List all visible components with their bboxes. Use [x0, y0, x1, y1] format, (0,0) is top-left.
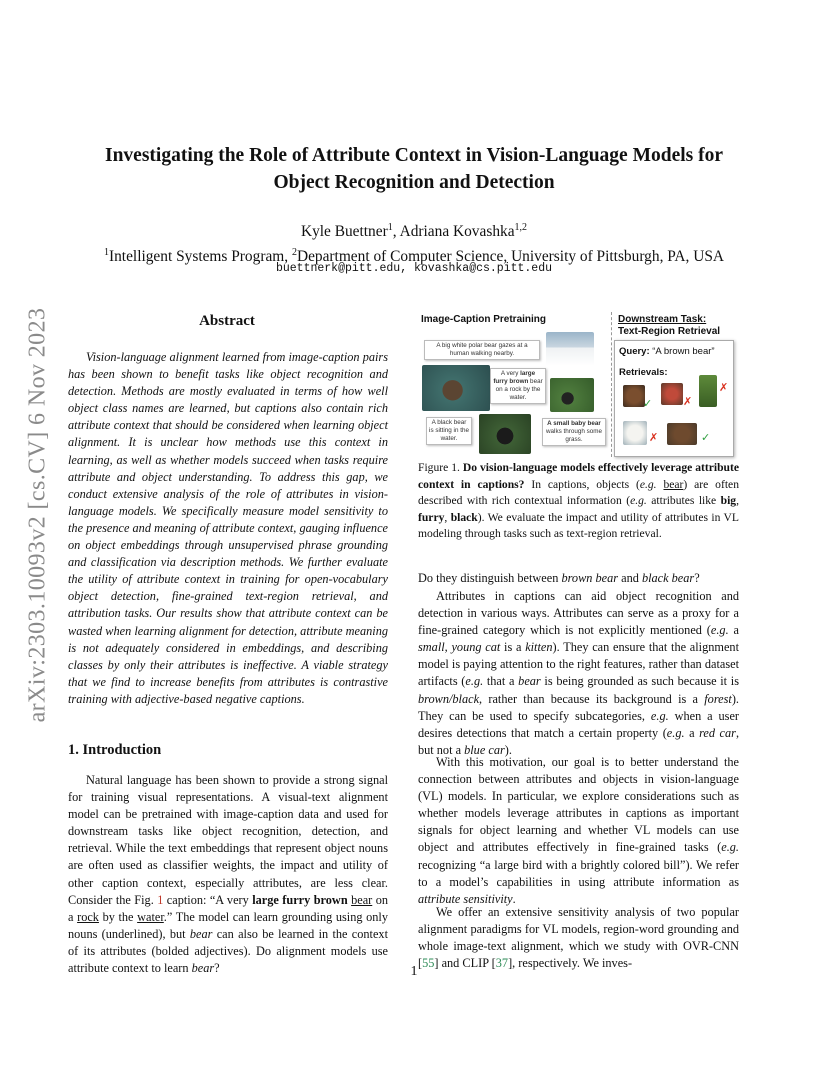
intro-italic: bear — [189, 926, 213, 941]
title-line-1: Investigating the Role of Attribute Context in Vision-Language Models for — [104, 145, 724, 166]
arxiv-identifier — [8, 290, 68, 740]
caption-bold: black — [450, 510, 478, 524]
caption-eg: e.g. — [639, 477, 657, 491]
caption-4-text: walks through some grass. — [546, 428, 602, 443]
body-text: , rather than because its background is a — [479, 691, 705, 706]
caption-bold-question: Do vision-language models effectively leverage attribute context in captions? — [418, 461, 740, 491]
author-1-sup: 1 — [387, 222, 393, 233]
caption-bold: big — [720, 494, 737, 508]
intro-text: .” The model can learn grounding using only nouns (underlined), but — [68, 909, 388, 941]
intro-text: on a — [68, 892, 388, 924]
body-text: ). They can be used to specify subcategories, — [418, 691, 739, 723]
body-italic: attribute sensitivity — [418, 891, 513, 906]
caption-box-2 — [490, 368, 546, 404]
body-text: ? — [694, 571, 700, 585]
intro-heading: 1. Introduction — [68, 742, 162, 758]
intro-text: Natural language has been shown to provide a strong signal for training visual representations. A visual-text alignment model can be pretrained with image-caption data and used for downstream tasks like object recognition, detection, and retrieval. While the text embeddings that represent object nouns are often used as classifier weights, the impact and utility of other caption context, especially attributes, are less clear. Consider the Fig. — [68, 773, 388, 907]
figure-divider — [611, 312, 612, 457]
downstream-subtitle: Text-Region Retrieval — [618, 326, 721, 337]
body-text: when a user desires detections that match a certain property ( — [418, 708, 739, 740]
body-italic: e.g. — [710, 623, 729, 638]
caption-text: attributes like — [646, 494, 721, 508]
intro-italic: bear — [191, 961, 215, 976]
right-paragraph-4 — [418, 904, 739, 972]
author-separator: , — [392, 223, 400, 241]
abstract-heading: Abstract — [199, 313, 255, 329]
author-names — [60, 217, 768, 242]
intro-underline: rock — [77, 909, 99, 924]
intro-text: caption: “A very — [163, 892, 253, 907]
body-italic: brown bear — [561, 571, 619, 585]
body-italic: e.g. — [650, 708, 669, 723]
body-italic: kitten — [525, 640, 553, 655]
caption-text: ). We evaluate the impact and utility of attributes in VL modeling through tasks such as text-region retrieval. — [418, 510, 740, 541]
retrieval-plant — [699, 375, 717, 407]
caption-text: , — [736, 494, 740, 508]
body-italic: red car — [699, 725, 736, 740]
author-emails: buettnerk@pitt.edu, kovashka@cs.pitt.edu — [275, 262, 553, 275]
caption-box-4 — [542, 418, 606, 446]
body-text: a — [728, 623, 739, 638]
aff-1-sup: 1 — [103, 247, 109, 259]
retrieval-red-object — [661, 383, 683, 405]
body-text: , but not a — [418, 725, 740, 757]
query-label: Query: — [619, 346, 650, 357]
body-italic: e.g. — [721, 840, 739, 855]
body-text: is a — [500, 640, 526, 655]
retrieval-check: ✓ — [701, 432, 711, 444]
body-italic: bear — [518, 674, 541, 689]
retrieval-x: ✗ — [649, 432, 659, 444]
retrieval-card — [614, 340, 734, 457]
body-text: is being grounded as such because it is — [540, 674, 740, 689]
caption-underline: bear — [663, 477, 684, 491]
caption-box-3: A black bear is sitting in the water. — [426, 417, 472, 445]
figure-1 — [418, 310, 740, 458]
author-2-sup: 1,2 — [514, 222, 528, 233]
caption-text: , — [444, 510, 451, 524]
body-italic: brown/black — [418, 691, 480, 706]
body-text: and — [618, 571, 642, 585]
body-text: ] and CLIP [ — [434, 956, 496, 971]
intro-text: can also be learned in the context of its attributes (bolded adjectives). Do alignment models use attribute context to learn — [68, 926, 388, 976]
retrieval-x: ✗ — [719, 382, 729, 394]
retrievals-label: Retrievals: — [619, 367, 668, 378]
author-2: Adriana Kovashka — [399, 223, 515, 241]
body-italic: e.g. — [666, 725, 685, 740]
baby-bear-photo — [479, 414, 531, 454]
body-italic: blue car — [464, 742, 505, 757]
body-text: ). — [504, 742, 512, 757]
intro-text: by the — [98, 909, 138, 924]
abstract-text: Vision-language alignment learned from image-caption pairs has been shown to benefit tasks like object recognition and detection. Methods are mostly evaluated in terms of how well object class names are learned, but captions also contain rich attribute context that should be considered when learning object alignment. It is unclear how methods use this context in learning, as well as whether models succeed when tasks require attribute and object understanding. To address this gap, we conduct extensive analysis of the role of attributes in vision-language models. We specifically measure model sensitivity to the presence and meaning of attribute context, gauging influence on object embeddings through unsupervised phrase grounding and classification via description methods. We further evaluate the utility of attribute context in training for open-vocabulary object detection, fine-grained text-region retrieval, and attribution tasks. Our results show that attribute context can be wasted when learning alignment for detection, attribute meaning is not adequately considered in embeddings, and describing classes by only their attributes is ineffective. A viable strategy that we find to increase benefits from attributes is contrastive training with adjective-based negative captions. — [68, 350, 388, 706]
intro-underline: bear — [351, 892, 373, 907]
retrieval-check: ✓ — [643, 398, 653, 410]
arxiv-identifier-text: arXiv:2303.10093v2 [cs.CV] 6 Nov 2023 — [24, 307, 51, 723]
retrieval-x: ✗ — [683, 396, 693, 408]
polar-bear-photo — [546, 332, 594, 366]
pretraining-title: Image-Caption Pretraining — [421, 314, 547, 325]
body-italic: e.g. — [465, 674, 484, 689]
intro-paragraph — [68, 772, 388, 977]
author-1: Kyle Buettner — [300, 223, 388, 241]
paper-title — [70, 142, 758, 196]
body-text: that a — [483, 674, 519, 689]
black-bear-photo — [550, 378, 594, 412]
citation-link[interactable]: 55 — [422, 956, 435, 971]
aff-2-sup: 2 — [291, 247, 297, 259]
brown-bear-photo — [422, 365, 490, 411]
right-paragraph-2 — [418, 588, 739, 759]
caption-text: ) are often described with rich contextual information ( — [418, 477, 739, 508]
caption-4-bold: A small baby bear — [547, 420, 601, 427]
query-line — [619, 346, 715, 357]
body-text: ], respectively. We inves- — [508, 956, 633, 971]
body-text: . — [512, 891, 516, 906]
body-italic: small, young cat — [418, 640, 501, 655]
body-text: With this motivation, our goal is to better understand the connection between attributes and objects in vision-language (VL) models. In particular, we explore considerations such as whether models leverage attributes in captions as important signals for object learning and whether VL models can use object and attributes effectively in fine-grained tasks ( — [418, 755, 739, 855]
caption-eg: e.g. — [630, 494, 647, 508]
intro-bold: large furry brown — [252, 892, 348, 907]
downstream-title: Downstream Task: — [618, 314, 707, 325]
retrieval-polar-bear — [623, 421, 647, 445]
caption-2-text: bear on a rock by the water. — [495, 378, 543, 401]
body-text: Do they distinguish between — [418, 571, 562, 585]
body-text: ). They can ensure that the alignment model is paying attention to the right features, rather than dataset artifacts ( — [418, 640, 739, 689]
body-italic: forest — [704, 691, 732, 706]
citation-link[interactable]: 37 — [495, 956, 509, 971]
page-number: 1 — [410, 964, 418, 979]
caption-2-bold: large furry brown — [493, 370, 536, 385]
intro-text: ? — [214, 961, 220, 976]
right-paragraph-3 — [418, 754, 739, 908]
query-text: “A brown bear” — [649, 346, 715, 357]
body-text: a — [684, 725, 700, 740]
intro-underline: water — [137, 909, 164, 924]
right-paragraph-1 — [418, 570, 739, 587]
caption-text: In captions, objects ( — [524, 477, 640, 491]
caption-label: Figure 1. — [418, 461, 463, 474]
caption-bold: furry — [418, 510, 445, 524]
figure-caption — [418, 460, 739, 543]
title-line-2: Object Recognition and Detection — [273, 172, 555, 193]
body-text: We offer an extensive sensitivity analysis of two popular alignment paradigms for VL models, region-word grounding and whole image-text alignment, which we study with OVR-CNN [ — [418, 905, 739, 971]
authors-block — [60, 217, 768, 267]
retrieval-brown-bear-2 — [667, 423, 697, 445]
figure-link[interactable]: 1 — [157, 892, 164, 907]
body-text: Attributes in captions can aid object recognition and detection in various ways. Attributes can serve as a proxy for a fine-grained category which is not explicitly mentioned ( — [418, 589, 739, 638]
body-text: recognizing “a large bird with a brightly colored bill”). We refer to a model’s capabilities in using attribute information as — [418, 857, 739, 889]
caption-box-1: A big white polar bear gazes at a human walking nearby. — [424, 340, 540, 360]
body-italic: black bear — [641, 571, 695, 585]
retrieval-brown-bear — [623, 385, 645, 407]
affiliation-2: Department of Computer Science, University of Pittsburgh, PA, USA — [296, 248, 725, 266]
affiliation-1: Intelligent Systems Program, — [108, 248, 292, 266]
caption-2-text: A very — [500, 370, 521, 377]
